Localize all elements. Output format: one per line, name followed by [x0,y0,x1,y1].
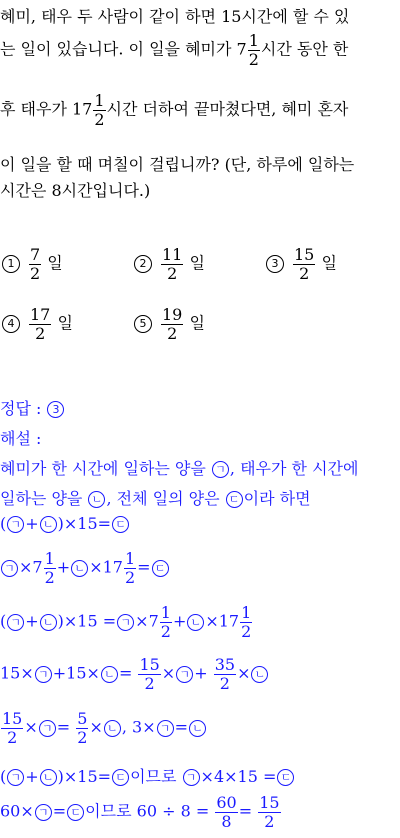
equation-3: ( ㄱ + ㄴ )×15 = ㄱ ×7 $\frac{1}{2}$ + ㄴ ×17 $\frac{1}{2}$ [0,603,252,641]
equation-6: ( ㄱ + ㄴ )×15= ㄷ 이므로 ㄱ ×4×15 = ㄷ [0,764,295,787]
fraction-seventeen-half: $\frac{1}{2}$ [94,91,105,129]
option-1[interactable]: 1 $\frac{7}{2}$ 일 [2,246,63,282]
option-3[interactable]: 3 $\frac{15}{2}$ 일 [266,246,337,282]
option-2[interactable]: 2 $\frac{11}{2}$ 일 [134,246,205,282]
option-4[interactable]: 4 $\frac{17}{2}$ 일 [2,306,73,342]
equation-7: 60× ㄱ = ㄷ 이므로 60 ÷ 8 = $\frac{60}{8}$ = $\frac{15}{2}$ [0,793,280,831]
equation-2: ㄱ ×7 $\frac{1}{2}$ + ㄴ ×17 $\frac{1}{2}$ = ㄷ [0,550,170,586]
question-line-2: 는 일이 있습니다. 이 일을 혜미가 7 $\frac{1}{2}$ 시간 동안 한 [0,31,349,69]
question-line-5: 시간은 8시간입니다.) [0,181,151,200]
question-line-1: 혜미, 태우 두 사람이 같이 하면 15시간에 할 수 있 [0,7,350,26]
fraction-seven-half: $\frac{1}{2}$ [248,31,259,69]
answer-mark: 3 [47,401,64,418]
option-5[interactable]: 5 $\frac{19}{2}$ 일 [134,306,205,342]
equation-5: $\frac{15}{2}$ × ㄱ = $\frac{5}{2}$ × ㄴ , 3× ㄱ = ㄴ [0,710,207,746]
question-line-3: 후 태우가 17 $\frac{1}{2}$ 시간 더하여 끝마쳤다면, 혜미 혼자 [0,91,349,129]
question-line-4: 이 일을 할 때 며칠이 걸립니까? (단, 하루에 일하는 [0,155,355,174]
answer-line: 정답 : 3 [0,396,65,419]
explanation-label: 해설 : [0,429,42,448]
equation-1: ( ㄱ + ㄴ )×15= ㄷ [0,514,130,533]
equation-4: 15× ㄱ +15× ㄴ = $\frac{15}{2}$ × ㄱ + $\frac{35}{2}$ × ㄴ [0,656,269,692]
explanation-line-2: 일하는 양을 ㄴ , 전체 일의 양은 ㄷ 이라 하면 [0,489,311,508]
explanation-line-1: 혜미가 한 시간에 일하는 양을 ㄱ , 태우가 한 시간에 [0,459,359,478]
